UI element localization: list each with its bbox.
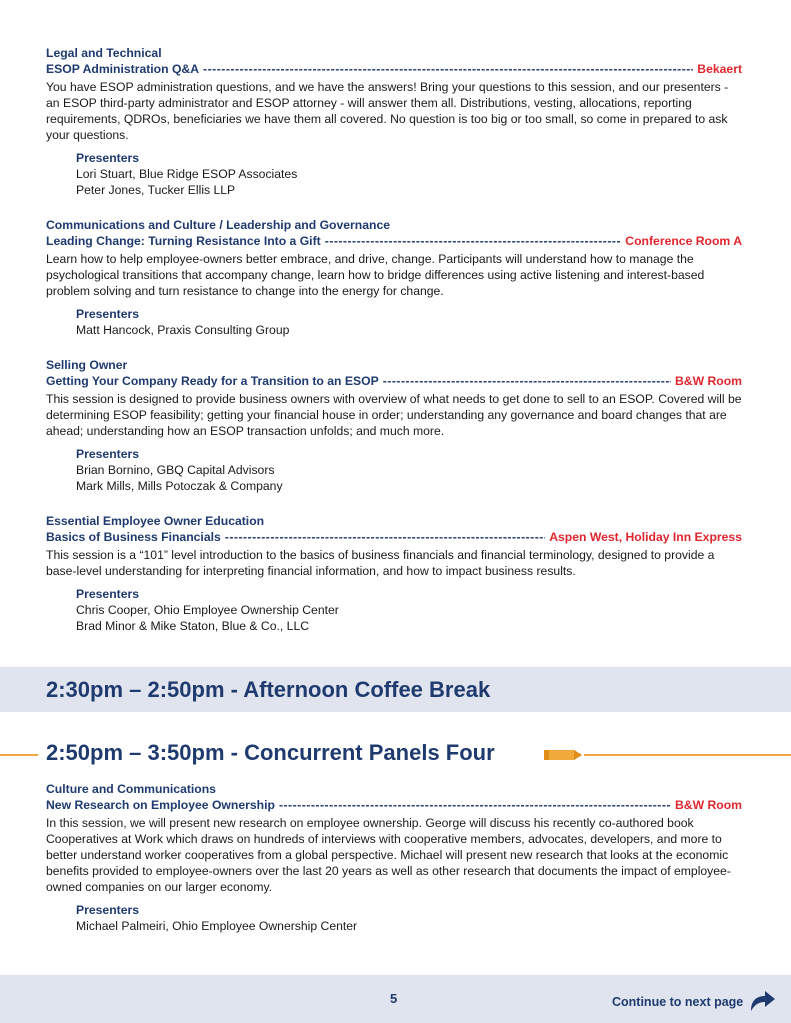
continue-link[interactable]: Continue to next page [612, 995, 744, 1009]
session-block [46, 46, 742, 198]
page-footer [0, 975, 791, 1023]
session-description: This session is a “101” level introduction to the basics of business financials and financial terminology, designed to provide a base-level understanding for interpreting financial information, and how to impact business results. [46, 548, 715, 578]
session-block [46, 782, 742, 934]
presenter-name: Chris Cooper, Ohio Employee Ownership Center [76, 603, 339, 617]
presenter-name: Matt Hancock, Praxis Consulting Group [76, 323, 290, 337]
session-title: ESOP Administration Q&A [46, 62, 200, 76]
curved-arrow-icon[interactable] [748, 989, 776, 1013]
session-title: Leading Change: Turning Resistance Into a Gift [46, 234, 321, 248]
presenters-block [76, 902, 742, 934]
session-title-row [46, 61, 742, 77]
session-block [46, 514, 742, 634]
dotted-leader [325, 233, 622, 249]
presenters-block [76, 150, 742, 198]
dotted-leader [225, 529, 545, 545]
page-number: 5 [390, 991, 398, 1006]
panel-heading-row [0, 738, 791, 770]
presenters-block [76, 306, 742, 338]
dotted-leader [279, 797, 671, 813]
session-block [46, 358, 742, 494]
presenter-name: Mark Mills, Mills Potoczak & Company [76, 479, 283, 493]
session-description: You have ESOP administration questions, and we have the answers! Bring your questions to this session, and our presenters - an ESOP third-party administrator and ESOP attorney - will answer them all. Distributions, vesting, allocations, reporting requirements, QDROs, beneficiaries we have them all covered. No question is too big or too small, so come in prepared to ask your questions. [46, 80, 729, 142]
session-title: Getting Your Company Ready for a Transition to an ESOP [46, 374, 379, 388]
pencil-icon [544, 747, 584, 763]
session-block [46, 218, 742, 338]
session-track: Legal and Technical [46, 46, 162, 60]
session-track: Essential Employee Owner Education [46, 514, 265, 528]
session-title-row [46, 529, 742, 545]
presenter-name: Lori Stuart, Blue Ridge ESOP Associates [76, 167, 298, 181]
session-track: Selling Owner [46, 358, 128, 372]
sessions-list-b [46, 782, 742, 954]
session-description: This session is designed to provide business owners with overview of what needs to get done to sell to an ESOP. Covered will be determining ESOP feasibility; getting your financial house in order; understanding any governance and board changes that are ahead; understanding how an ESOP transaction unfolds; and much more. [46, 392, 742, 438]
session-title: New Research on Employee Ownership [46, 798, 275, 812]
presenters-label: Presenters [76, 903, 140, 917]
dotted-leader [203, 61, 693, 77]
sessions-list-a [46, 46, 742, 654]
panel-heading: 2:50pm – 3:50pm - Concurrent Panels Four [46, 740, 495, 765]
presenter-name: Brian Bornino, GBQ Capital Advisors [76, 463, 275, 477]
presenter-name: Brad Minor & Mike Staton, Blue & Co., LLC [76, 619, 310, 633]
session-track: Culture and Communications [46, 782, 216, 796]
presenters-label: Presenters [76, 151, 140, 165]
dotted-leader [383, 373, 671, 389]
coffee-break-heading: 2:30pm – 2:50pm - Afternoon Coffee Break [46, 677, 491, 702]
session-room: B&W Room [674, 374, 742, 388]
presenters-block [76, 586, 742, 634]
session-room: Conference Room A [625, 234, 742, 248]
heading-rule-right [584, 754, 791, 756]
session-room: Bekaert [697, 62, 742, 76]
heading-rule-left [0, 754, 38, 756]
session-title-row [46, 797, 742, 813]
session-room: Aspen West, Holiday Inn Express [549, 530, 742, 544]
presenters-label: Presenters [76, 447, 140, 461]
session-title-row [46, 373, 742, 389]
session-track: Communications and Culture / Leadership and Governance [46, 218, 391, 232]
session-title-row [46, 233, 742, 249]
presenters-block [76, 446, 742, 494]
session-room: B&W Room [674, 798, 742, 812]
presenter-name: Peter Jones, Tucker Ellis LLP [76, 183, 236, 197]
session-title: Basics of Business Financials [46, 530, 221, 544]
session-description: Learn how to help employee-owners better embrace, and drive, change. Participants will understand how to manage the psychological transitions that accompany change, learn how to bridge differences using active listening and interest-based problem solving and turn resistance to change into the energy for change. [46, 252, 705, 298]
session-description: In this session, we will present new research on employee ownership. George will discuss his recently co-authored book Cooperatives at Work which draws on hundreds of interviews with cooperative members, advocates, developers, and more to better understand worker cooperatives from a global perspective. Michael will present new research that looks at the economic benefits provided to employee-owners over the last 20 years as well as other research that documents the impact of employee-owned companies on our larger economy. [46, 816, 731, 894]
presenter-name: Michael Palmeiri, Ohio Employee Ownership Center [76, 919, 358, 933]
coffee-break-band [0, 667, 791, 712]
presenters-label: Presenters [76, 587, 140, 601]
presenters-label: Presenters [76, 307, 140, 321]
